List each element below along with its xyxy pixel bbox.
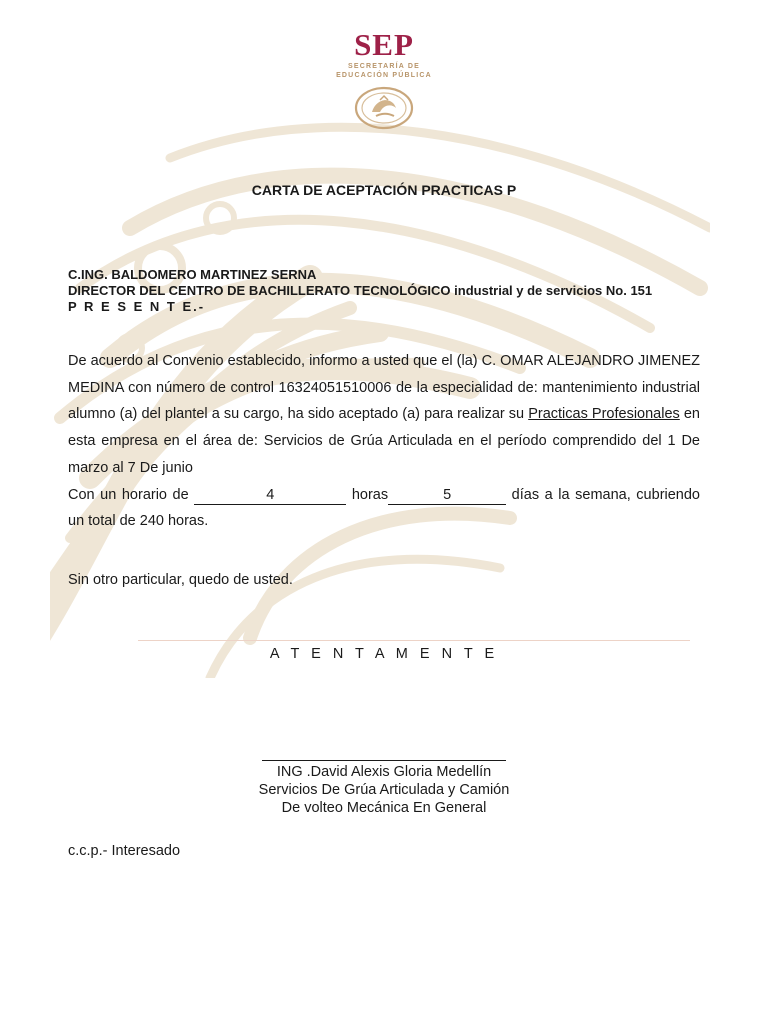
- salutation: A T E N T A M E N T E: [269, 646, 499, 662]
- ccp-line: c.c.p.- Interesado: [68, 843, 181, 859]
- national-seal-icon: [354, 86, 414, 130]
- recipient-position: DIRECTOR DEL CENTRO DE BACHILLERATO TECNOLÓGICO industrial y de servicios No. 151: [68, 283, 653, 298]
- sep-logo-text: SEP: [354, 27, 414, 62]
- closing-line: Sin otro particular, quedo de usted.: [68, 572, 293, 588]
- schedule-prefix: Con un horario de: [68, 486, 195, 503]
- body-paragraph: [68, 348, 700, 482]
- signer-company-1: Servicios De Grúa Articulada y Camión: [258, 782, 510, 798]
- schedule-suffix: días a la semana, cubriendo un total de 240 horas.: [68, 486, 700, 530]
- signature-line: [262, 760, 506, 761]
- signer-company-2: De volteo Mecánica En General: [281, 800, 487, 816]
- schedule-paragraph: [68, 482, 700, 535]
- sep-logo-subtitle-2: EDUCACIÓN PÚBLICA: [336, 72, 432, 79]
- body-text-part1: De acuerdo al Convenio establecido, informo a usted que el (la) C. OMAR ALEJANDRO JIMENEZ MEDINA con número de control 16324051510006 de la especialidad de: mantenimiento industrial alumno (a) del plantel a su cargo, ha sido aceptado (a) para realizar su: [68, 353, 700, 423]
- letter-title: CARTA DE ACEPTACIÓN PRACTICAS P: [251, 182, 517, 198]
- letter-body: [68, 348, 700, 535]
- hours-value: 4: [194, 486, 346, 505]
- recipient-block: [68, 267, 652, 315]
- internship-type: Practicas Profesionales: [528, 406, 680, 423]
- hours-label: horas: [346, 486, 389, 503]
- sep-logo-subtitle-1: SECRETARÍA DE: [348, 63, 420, 70]
- days-value: 5: [388, 486, 506, 505]
- recipient-name: C.ING. BALDOMERO MARTINEZ SERNA: [68, 267, 317, 282]
- body-text-part2: en esta empresa en el área de: Servicios de Grúa Articulada en el período comprendido del 1 De marzo al 7 De junio: [68, 406, 700, 476]
- divider: [138, 640, 690, 641]
- signer-name: ING .David Alexis Gloria Medellín: [276, 764, 492, 780]
- recipient-presente: P R E S E N T E.-: [68, 299, 206, 314]
- sep-logo: [0, 28, 768, 130]
- signature-block: [200, 760, 568, 817]
